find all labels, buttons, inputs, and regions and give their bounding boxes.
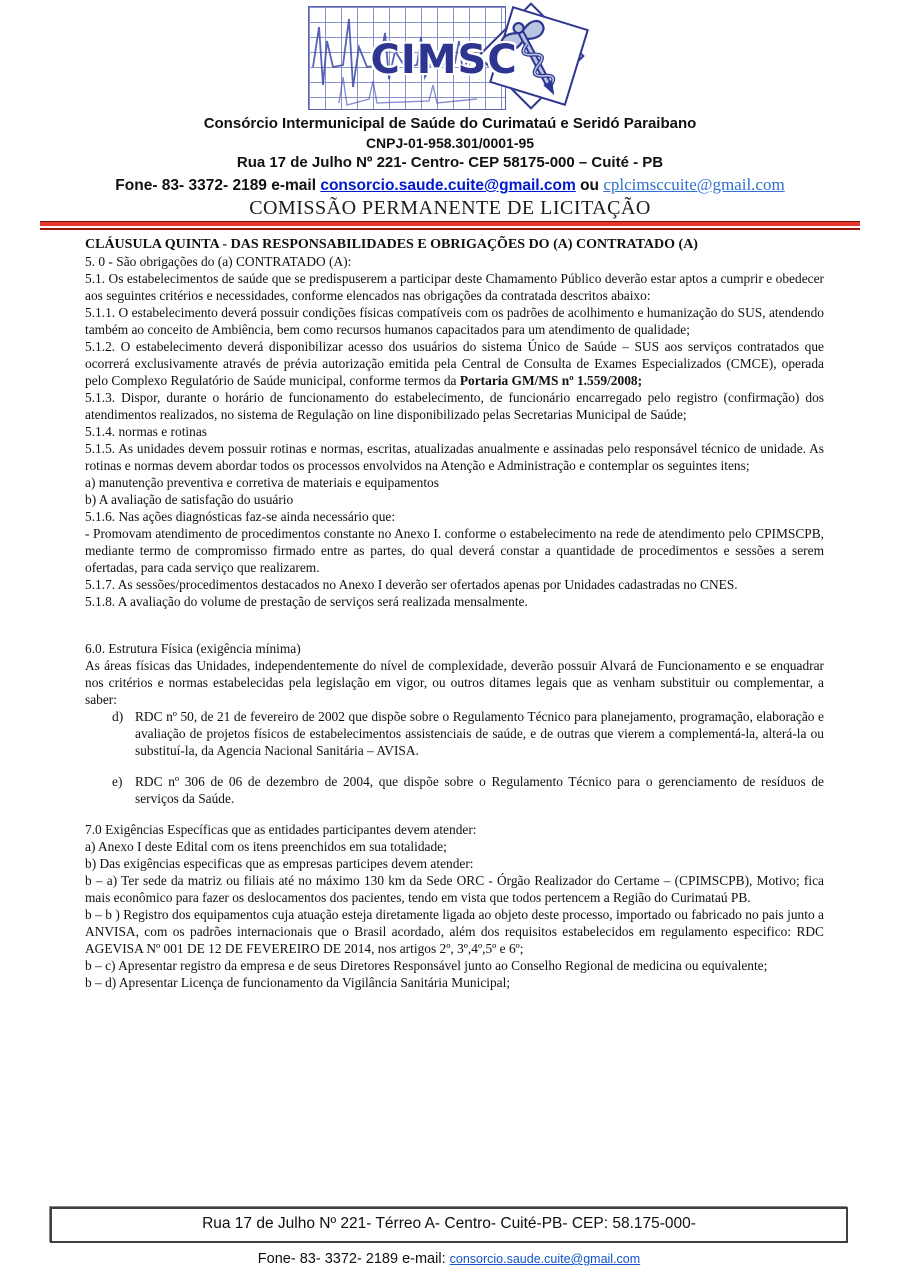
paragraph: b – c) Apresentar registro da empresa e de seus Diretores Responsável junto ao Conselho Regional de medicina ou equivalente; (85, 958, 768, 973)
page-footer (50, 1207, 848, 1267)
footer-email-link[interactable]: consorcio.saude.cuite@gmail.com (449, 1252, 641, 1266)
paragraph: b – b ) Registro dos equipamentos cuja atuação esteja diretamente ligada ao objeto deste processo, importado ou fabricado no pais junto a ANVISA, com os padrões internacionais que o Brasil acordado, além dos requisitos estabelecidos em regulamento especifico: RDC AGEVISA Nº 001 DE 12 DE FEVEREIRO DE 2014, nos artigos 2º, 3º,4º,5º e 6º; (85, 907, 824, 956)
committee-title: COMISSÃO PERMANENTE DE LICITAÇÃO (249, 197, 651, 219)
section-heading: 6.0. Estrutura Física (exigência mínima) (85, 641, 301, 656)
paragraph: 5.1.1. O estabelecimento deverá possuir condições físicas compatíveis com os padrões de acolhimento e humanização do SUS, atendendo também ao conceito de Ambiência, bem como recursos humanos capacitados para um atendimento de qualidade; (85, 305, 824, 337)
list-marker: e) (112, 774, 123, 789)
red-divider (40, 221, 860, 230)
cimsc-logo (308, 4, 593, 110)
org-name: Consórcio Intermunicipal de Saúde do Curimataú e Seridó Paraibano (203, 115, 697, 132)
paragraph: 5. 0 - São obrigações do (a) CONTRATADO (A): (85, 254, 352, 269)
header-address: Rua 17 de Julho Nº 221- Centro- CEP 58175-000 – Cuité - PB (236, 154, 664, 171)
paragraph: 5.1.5. As unidades devem possuir rotinas e normas, escritas, atualizadas anualmente e assinadas pelo responsável técnico de unidade. As rotinas e normas devem abordar todos os processos envolvidos na Atenção e Administração e contemplar os seguintes itens; (85, 441, 824, 473)
phone-label: Fone- 83- 3372- 2189 e-mail (115, 177, 321, 194)
paragraph: 5.1.6. Nas ações diagnósticas faz-se ainda necessário que: (85, 509, 396, 524)
email-link-secondary[interactable]: cplcimsccuite@gmail.com (603, 175, 785, 194)
email-link-primary[interactable]: consorcio.saude.cuite@gmail.com (320, 177, 576, 194)
paragraph: 5.1.8. A avaliação do volume de prestação de serviços será realizada mensalmente. (85, 594, 528, 609)
email-separator: ou (575, 177, 604, 194)
footer-contact-line (50, 1251, 848, 1267)
document-body (85, 236, 824, 991)
list-item-text: RDC nº 50, de 21 de fevereiro de 2002 que dispõe sobre o Regulamento Técnico para planejamento, programação, elaboração e avaliação de projetos físicos de estabelecimentos assistenciais de saúde, e de outras que vierem a complementá-la, alterá-la ou substituí-la, da Agencia Nacional Sanitária – AVISA. (135, 709, 824, 758)
paragraph: 5.1.7. As sessões/procedimentos destacados no Anexo I deverão ser ofertados apenas por Unidades cadastradas no CNES. (85, 577, 738, 592)
paragraph: a) manutenção preventiva e corretiva de materiais e equipamentos (85, 475, 439, 490)
list-marker: d) (112, 709, 124, 724)
paragraph-text: 5.1.2. O estabelecimento deverá disponibilizar acesso dos usuários do sistema Único de Saúde – SUS aos serviços contratados que ocorrerá exclusivamente através de prévia autorização emitida pela Central de Consulta de Exames Especializados (CMCE), operada pelo Complexo Regulatório de Saúde municipal, conforme termos da (85, 339, 824, 388)
paragraph-bold-text: Portaria GM/MS nº 1.559/2008; (459, 373, 643, 388)
header-contact-line (0, 175, 900, 195)
list-item (85, 773, 824, 807)
paragraph: 5.1.4. normas e rotinas (85, 424, 207, 439)
paragraph: 5.1.3. Dispor, durante o horário de funcionamento do estabelecimento, de funcionário encarregado pelo registro (confirmação) dos atendimentos realizados, no sistema de Regulação on line disponibilizado pelas Secretarias Municipal de Saúde; (85, 390, 824, 422)
list-item (85, 708, 824, 759)
cnpj: CNPJ-01-958.301/0001-95 (365, 135, 535, 151)
paragraph: 5.1. Os estabelecimentos de saúde que se predispuserem a participar deste Chamamento Público deverão estar aptos a cumprir e obedecer aos seguintes critérios e necessidades, conforme elencados nas obrigações da contratada descritos abaixo: (85, 271, 824, 303)
paragraph: b) Das exigências especificas que as empresas participes devem atender: (85, 856, 474, 871)
logo-acronym: CIMSC (370, 37, 518, 83)
section-heading: 7.0 Exigências Específicas que as entidades participantes devem atender: (85, 822, 477, 837)
footer-address-box: Rua 17 de Julho Nº 221- Térreo A- Centro- Cuité-PB- CEP: 58.175-000- (50, 1207, 848, 1243)
paragraph: As áreas físicas das Unidades, independentemente do nível de complexidade, deverão possuir Alvará de Funcionamento e se enquadrar nos critérios e normas estabelecidas pela legislação em vigor, ou outros ditames legais que as venham substituir ou complementar, a saber: (85, 658, 824, 707)
footer-phone-label: Fone- 83- 3372- 2189 e-mail: (257, 1251, 450, 1267)
list-item-text: RDC nº 306 de 06 de dezembro de 2004, que dispõe sobre o Regulamento Técnico para o gerenciamento de resíduos de serviços da Saúde. (135, 774, 824, 806)
paragraph (85, 338, 824, 389)
paragraph: b – d) Apresentar Licença de funcionamento da Vigilância Sanitária Municipal; (85, 975, 511, 990)
letterhead (0, 0, 900, 230)
clause-heading: CLÁUSULA QUINTA - DAS RESPONSABILIDADES E OBRIGAÇÕES DO (A) CONTRATADO (A) (85, 237, 698, 252)
paragraph: b) A avaliação de satisfação do usuário (85, 492, 294, 507)
paragraph: - Promovam atendimento de procedimentos constante no Anexo I. conforme o estabelecimento na rede de atendimento pelo CPIMSCPB, mediante termo de compromisso firmado entre as partes, do qual deverá constar a quantidade de procedimentos e sessões a serem ofertadas, para cada serviço que realizarem. (85, 526, 824, 575)
paragraph: b – a) Ter sede da matriz ou filiais até no máximo 130 km da Sede ORC - Órgão Realizador do Certame – (CPIMSCPB), Motivo; fica mais econômico para fazer os deslocamentos dos pacientes, tendo em vista que todos pertencem a Região do Curimataú PB. (85, 873, 824, 905)
paragraph: a) Anexo I deste Edital com os itens preenchidos em sua totalidade; (85, 839, 447, 854)
